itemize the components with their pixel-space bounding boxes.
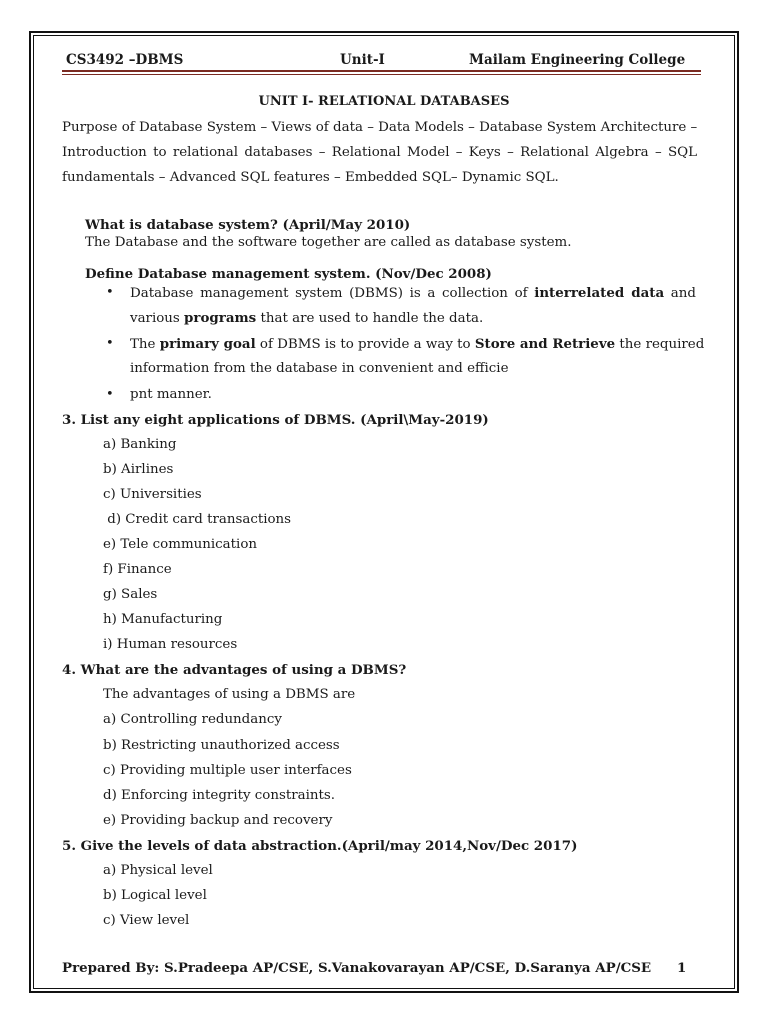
text-span: Database management system (DBMS) is a collection of xyxy=(130,286,535,301)
bullet-2-line-2: information from the database in convenient and efficie xyxy=(130,361,509,376)
list-item: b) Airlines xyxy=(103,462,174,477)
header-rule-thick xyxy=(62,70,701,72)
bullet-dot: • xyxy=(106,387,114,402)
list-item: h) Manufacturing xyxy=(103,612,223,627)
bullet-2-line-1 xyxy=(130,336,705,352)
list-item: c) View level xyxy=(103,913,190,928)
bold-text: Store and Retrieve xyxy=(474,336,616,352)
bullet-dot: • xyxy=(106,336,114,351)
bullet-1-line-1 xyxy=(130,285,696,301)
header-course: CS3492 –DBMS xyxy=(66,52,184,68)
header-rule-thin xyxy=(62,74,701,75)
list-item: d) Enforcing integrity constraints. xyxy=(103,788,336,803)
question-2: Define Database management system. (Nov/Dec 2008) xyxy=(85,266,492,282)
unit-title: UNIT I- RELATIONAL DATABASES xyxy=(258,94,510,109)
list-item: a) Banking xyxy=(103,437,177,452)
list-item: g) Sales xyxy=(103,587,158,602)
list-item: d) Credit card transactions xyxy=(103,512,292,527)
text-span: The xyxy=(130,337,160,352)
text-span: various xyxy=(130,311,185,326)
page-number: 1 xyxy=(677,960,687,976)
question-5: 5. Give the levels of data abstraction.(April/may 2014,Nov/Dec 2017) xyxy=(62,838,578,854)
question-3: 3. List any eight applications of DBMS. (April\May-2019) xyxy=(62,412,489,428)
syllabus-line-2: Introduction to relational databases – Relational Model – Keys – Relational Algebra – SQL xyxy=(62,145,697,160)
text-span: the required xyxy=(615,337,705,352)
list-item: b) Logical level xyxy=(103,888,207,903)
list-item: i) Human resources xyxy=(103,637,238,652)
header-unit: Unit-I xyxy=(340,52,385,68)
list-item: a) Controlling redundancy xyxy=(103,712,282,727)
text-span: of DBMS is to provide a way to xyxy=(255,337,475,352)
text-span: and xyxy=(664,286,696,301)
answer-1: The Database and the software together are called as database system. xyxy=(85,235,572,250)
footer-prepared-by: Prepared By: S.Pradeepa AP/CSE, S.Vanakovarayan AP/CSE, D.Saranya AP/CSE xyxy=(62,960,652,976)
bullet-1-line-2 xyxy=(130,310,483,326)
bullet-3: pnt manner. xyxy=(130,387,212,402)
bold-text: interrelated data xyxy=(534,285,665,301)
question-4: 4. What are the advantages of using a DBMS? xyxy=(62,662,407,678)
answer-4-intro: The advantages of using a DBMS are xyxy=(103,687,356,702)
list-item: c) Universities xyxy=(103,487,202,502)
syllabus-line-3: fundamentals – Advanced SQL features – Embedded SQL– Dynamic SQL. xyxy=(62,170,559,185)
bold-text: programs xyxy=(184,310,257,326)
text-span: that are used to handle the data. xyxy=(256,311,484,326)
list-item: b) Restricting unauthorized access xyxy=(103,738,340,753)
list-item: a) Physical level xyxy=(103,863,213,878)
header-college: Mailam Engineering College xyxy=(469,52,686,68)
list-item: e) Providing backup and recovery xyxy=(103,813,333,828)
list-item: f) Finance xyxy=(103,562,172,577)
list-item: e) Tele communication xyxy=(103,537,258,552)
bullet-dot: • xyxy=(106,285,114,300)
question-1: What is database system? (April/May 2010) xyxy=(85,217,411,233)
syllabus-line-1: Purpose of Database System – Views of data – Data Models – Database System Architecture – xyxy=(62,120,698,135)
list-item: c) Providing multiple user interfaces xyxy=(103,763,352,778)
bold-text: primary goal xyxy=(159,336,256,352)
